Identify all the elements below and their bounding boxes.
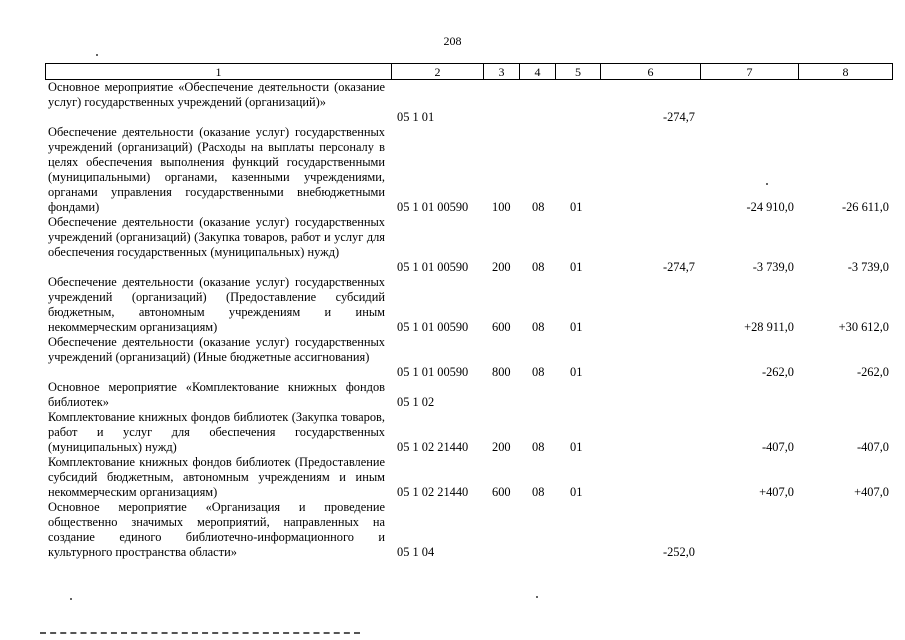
value-col-6: -274,7 [662,260,695,274]
table-row [48,215,893,275]
value-col-8: -3 739,0 [847,260,889,274]
target-article-code: 05 1 02 [397,395,435,409]
subsection-code: 01 [570,200,583,214]
row-description: Основное мероприятие «Организация и проведение общественно значимых мероприятий, направленных на создание единого библиотечно-информационного и культурного пространства области» [48,500,385,559]
expense-type: 800 [492,365,511,379]
row-description: Основное мероприятие «Комплектование книжных фондов библиотек» [48,380,385,409]
expense-type: 200 [492,260,511,274]
header-col-1: 1 [215,65,222,79]
subsection-code: 01 [570,320,583,334]
row-description: Комплектование книжных фондов библиотек (Предоставление субсидий бюджетным, автономным учреждениям и иным некоммерческим организациям) [48,455,385,499]
row-description: Обеспечение деятельности (оказание услуг) государственных учреждений (организаций) (Иные бюджетные ассигнования) [48,335,385,364]
row-description: Комплектование книжных фондов библиотек (Закупка товаров, работ и услуг для обеспечения государственных (муниципальных) нужд) [48,410,385,454]
subsection-code: 01 [570,485,583,499]
row-description: Обеспечение деятельности (оказание услуг) государственных учреждений (организаций) (Закупка товаров, работ и услуг для обеспечения государственных (муниципальных) нужд) [48,215,385,259]
section-code: 08 [532,320,545,334]
table-row [48,80,893,125]
section-code: 08 [532,200,545,214]
expense-type: 600 [492,320,511,334]
target-article-code: 05 1 02 21440 [397,440,469,454]
value-col-6: -274,7 [662,110,695,124]
table-row [48,335,893,380]
scan-speck [536,596,538,598]
value-col-7: -407,0 [761,440,794,454]
value-col-7: -3 739,0 [752,260,794,274]
table-row [48,455,893,500]
subsection-code: 01 [570,365,583,379]
target-article-code: 05 1 02 21440 [397,485,469,499]
row-description: Обеспечение деятельности (оказание услуг) государственных учреждений (организаций) (Предоставление субсидий бюджетным, автономным учреждениям и иным некоммерческим организациям) [48,275,385,334]
scan-speck [766,183,768,185]
section-code: 08 [532,260,545,274]
expense-type: 600 [492,485,511,499]
value-col-8: -26 611,0 [841,200,889,214]
row-description: Основное мероприятие «Обеспечение деятельности (оказание услуг) государственных учреждений (организаций)» [48,80,385,109]
subsection-code: 01 [570,440,583,454]
value-col-8: +30 612,0 [838,320,889,334]
target-article-code: 05 1 04 [397,545,435,559]
header-col-2: 2 [391,64,483,79]
table-row [48,410,893,455]
section-code: 08 [532,365,545,379]
header-col-7: 7 [700,64,798,79]
header-col-5: 5 [555,64,600,79]
scan-speck [96,54,98,56]
section-code: 08 [532,440,545,454]
header-col-3: 3 [483,64,519,79]
target-article-code: 05 1 01 00590 [397,320,469,334]
value-col-6: -252,0 [662,545,695,559]
value-col-7: -262,0 [761,365,794,379]
value-col-7: -24 910,0 [746,200,794,214]
target-article-code: 05 1 01 00590 [397,260,469,274]
table-row [48,500,893,560]
table-header [45,63,893,80]
header-col-8: 8 [798,64,892,79]
row-description: Обеспечение деятельности (оказание услуг) государственных учреждений (организаций) (Расходы на выплаты персоналу в целях обеспечения выполнения функций государственными (муниципальными) органами, казенными учреждениями, органами управления государственными внебюджетными фондами) [48,125,385,214]
table-row [48,125,893,215]
target-article-code: 05 1 01 [397,110,435,124]
scan-footer-line [40,632,360,634]
table-row [48,275,893,335]
expense-type: 100 [492,200,511,214]
value-col-8: -407,0 [856,440,889,454]
table-row [48,380,893,410]
target-article-code: 05 1 01 00590 [397,200,469,214]
header-col-4: 4 [519,64,555,79]
header-col-6: 6 [600,64,700,79]
value-col-8: -262,0 [856,365,889,379]
page-number: 208 [443,34,462,48]
scan-speck [70,598,72,600]
section-code: 08 [532,485,545,499]
value-col-8: +407,0 [854,485,889,499]
target-article-code: 05 1 01 00590 [397,365,469,379]
value-col-7: +28 911,0 [744,320,794,334]
subsection-code: 01 [570,260,583,274]
value-col-7: +407,0 [759,485,794,499]
expense-type: 200 [492,440,511,454]
